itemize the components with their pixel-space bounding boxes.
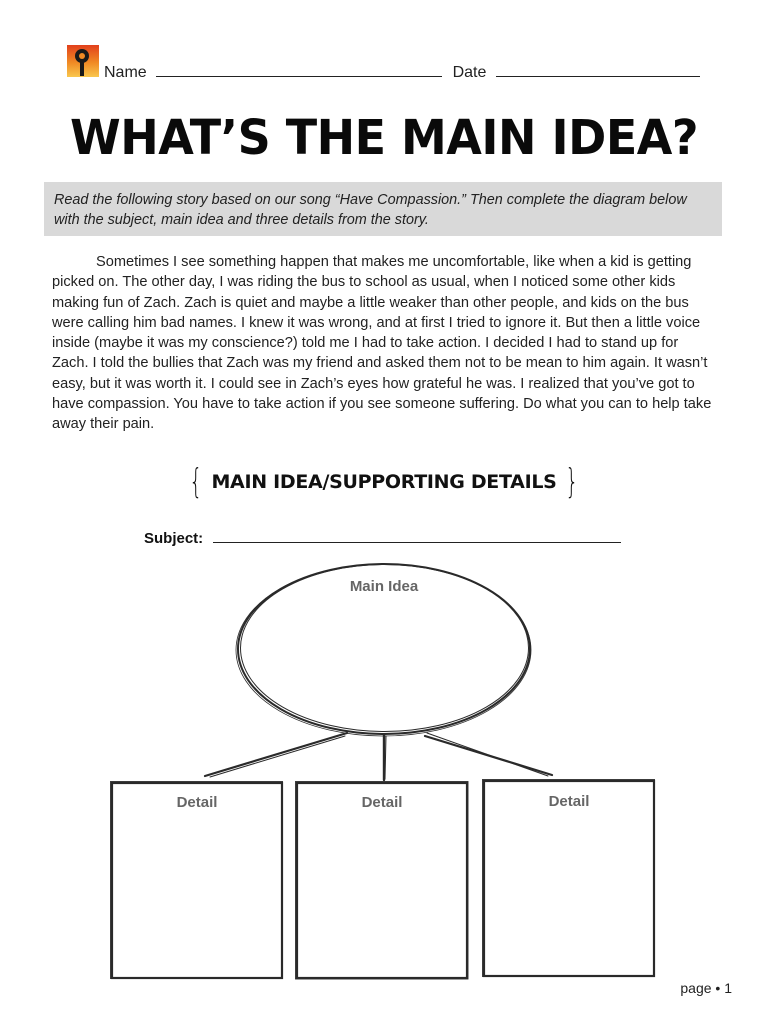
right-brace: } <box>565 462 579 502</box>
name-label: Name <box>104 64 147 81</box>
subject-label: Subject: <box>144 530 204 547</box>
left-brace: { <box>189 462 203 502</box>
connector-left <box>205 733 347 776</box>
page-title: WHAT’S THE MAIN IDEA? <box>69 108 699 166</box>
date-label: Date <box>452 64 487 81</box>
detail-label-2: Detail <box>361 794 403 811</box>
detail-box-1 <box>112 783 282 978</box>
section-heading-text: MAIN IDEA/SUPPORTING DETAILS <box>211 471 557 493</box>
connector-right <box>425 736 552 775</box>
detail-label-3: Detail <box>548 793 590 810</box>
detail-box-2 <box>297 783 467 978</box>
main-idea-label: Main Idea <box>349 578 419 595</box>
detail-label-1: Detail <box>176 794 218 811</box>
detail-box-3 <box>484 781 654 976</box>
story-text: Sometimes I see something happen that makes me uncomfortable, like when a kid is getting picked on. The other day, I was riding the bus to school as usual, when I noticed some other kids making fun of Zach. Zach is quiet and maybe a little weaker than other people, and kids on the bus were calling him bad names. I knew it was wrong, and at first I tried to ignore it. But then a little voice inside (maybe it was my conscience?) told me I had to take action. I decided I had to stand up for Zach. I told the bullies that Zach was my friend and asked them not to be mean to him again. It wasn’t easy, but it was worth it. I could see in Zach’s eyes how grateful he was. I realized that you’ve got to have compassion. You have to take action if you see someone suffering. Do what you can to help take away their pain. <box>52 254 712 433</box>
instructions-box: Read the following story based on our song “Have Compassion.” Then complete the diagram below with the subject, main idea and three details from the story. <box>44 182 722 236</box>
page-number: page • 1 <box>680 980 732 996</box>
